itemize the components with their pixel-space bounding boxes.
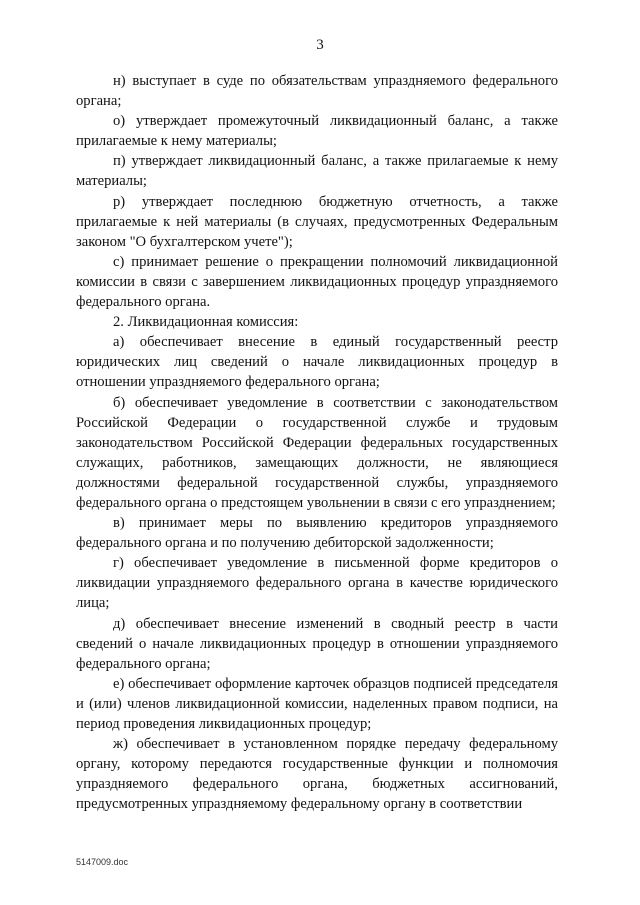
paragraph-a: а) обеспечивает внесение в единый государственный реестр юридических лиц сведений о начале ликвидационных процедур в отношении упраздняемого федерального органа; <box>76 334 558 391</box>
paragraph-p: п) утверждает ликвидационный баланс, а также прилагаемые к нему материалы; <box>76 153 558 190</box>
footer-filename: 5147009.doc <box>76 857 129 867</box>
paragraph-b: б) обеспечивает уведомление в соответствии с законодательством Российской Федерации о государственной службе и трудовым законодательством Российской Федерации федеральных государственных служащих, работников, замещающих должности, не являющиеся должностями федеральной государственной службы, упраздняемого федерального органа о предстоящем увольнении в связи с его упразднением; <box>76 394 558 511</box>
paragraph-r: р) утверждает последнюю бюджетную отчетность, а также прилагаемые к ней материалы (в случаях, предусмотренных Федеральным законом "О бухгалтерском учете"); <box>76 193 558 250</box>
section-heading-2: 2. Ликвидационная комиссия: <box>113 314 299 331</box>
paragraph-v: в) принимает меры по выявлению кредиторов упраздняемого федерального органа и по получению дебиторской задолженности; <box>76 515 558 552</box>
paragraph-e: е) обеспечивает оформление карточек образцов подписей председателя и (или) членов ликвидационной комиссии, наделенных правом подписи, на период проведения ликвидационных процедур; <box>76 675 558 732</box>
paragraph-o: о) утверждает промежуточный ликвидационный баланс, а также прилагаемые к нему материалы; <box>76 113 558 150</box>
paragraph-s: с) принимает решение о прекращении полномочий ликвидационной комиссии в связи с завершением ликвидационных процедур упраздняемого федерального органа. <box>76 253 558 311</box>
paragraph-d: д) обеспечивает внесение изменений в сводный реестр в части сведений о начале ликвидационных процедур в отношении упраздняемого федерального органа; <box>76 615 558 672</box>
paragraph-n: н) выступает в суде по обязательствам упраздняемого федерального органа; <box>76 73 558 110</box>
paragraph-zh: ж) обеспечивает в установленном порядке передачу федеральному органу, которому передаются государственные функции и полномочия упраздняемого федерального органа, бюджетных ассигнований, предусмотренных упраздняемому федеральному органу в соответствии <box>76 736 558 813</box>
paragraph-g: г) обеспечивает уведомление в письменной форме кредиторов о ликвидации упраздняемого федерального органа в качестве юридического лица; <box>76 555 558 612</box>
document-body <box>76 71 558 814</box>
page-number: 3 <box>316 37 324 53</box>
